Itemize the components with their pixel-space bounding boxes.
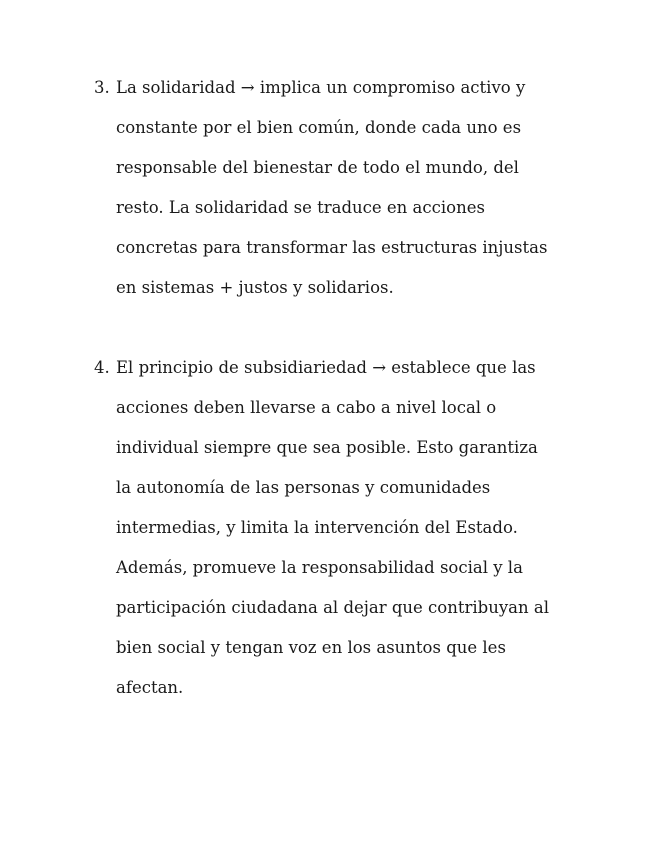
text-line: concretas para transformar las estructuras injustas bbox=[116, 238, 548, 257]
text-line: intermedias, y limita la intervención del Estado. bbox=[116, 518, 518, 537]
list-item-text bbox=[116, 68, 594, 308]
text-line: individual siempre que sea posible. Esto garantiza bbox=[116, 438, 538, 457]
list-item-subsidiariedad bbox=[94, 348, 594, 708]
text-line: resto. La solidaridad se traduce en acciones bbox=[116, 198, 485, 217]
text-line: la autonomía de las personas y comunidades bbox=[116, 478, 491, 497]
list-item-number: 4. bbox=[94, 358, 110, 377]
text-line: responsable del bienestar de todo el mundo, del bbox=[116, 158, 519, 177]
text-line: El principio de subsidiariedad → establece que las bbox=[116, 358, 536, 377]
text-line: Además, promueve la responsabilidad social y la bbox=[116, 558, 523, 577]
list-item-text bbox=[116, 348, 594, 708]
text-line: acciones deben llevarse a cabo a nivel local o bbox=[116, 398, 497, 417]
text-line: bien social y tengan voz en los asuntos que les bbox=[116, 638, 506, 657]
text-line: constante por el bien común, donde cada uno es bbox=[116, 118, 522, 137]
list-item-number: 3. bbox=[94, 78, 110, 97]
text-line: La solidaridad → implica un compromiso activo y bbox=[116, 78, 526, 97]
text-line: participación ciudadana al dejar que contribuyan al bbox=[116, 598, 549, 617]
list-item-solidaridad bbox=[94, 68, 594, 308]
text-line: en sistemas + justos y solidarios. bbox=[116, 278, 394, 297]
text-line: afectan. bbox=[116, 678, 184, 697]
